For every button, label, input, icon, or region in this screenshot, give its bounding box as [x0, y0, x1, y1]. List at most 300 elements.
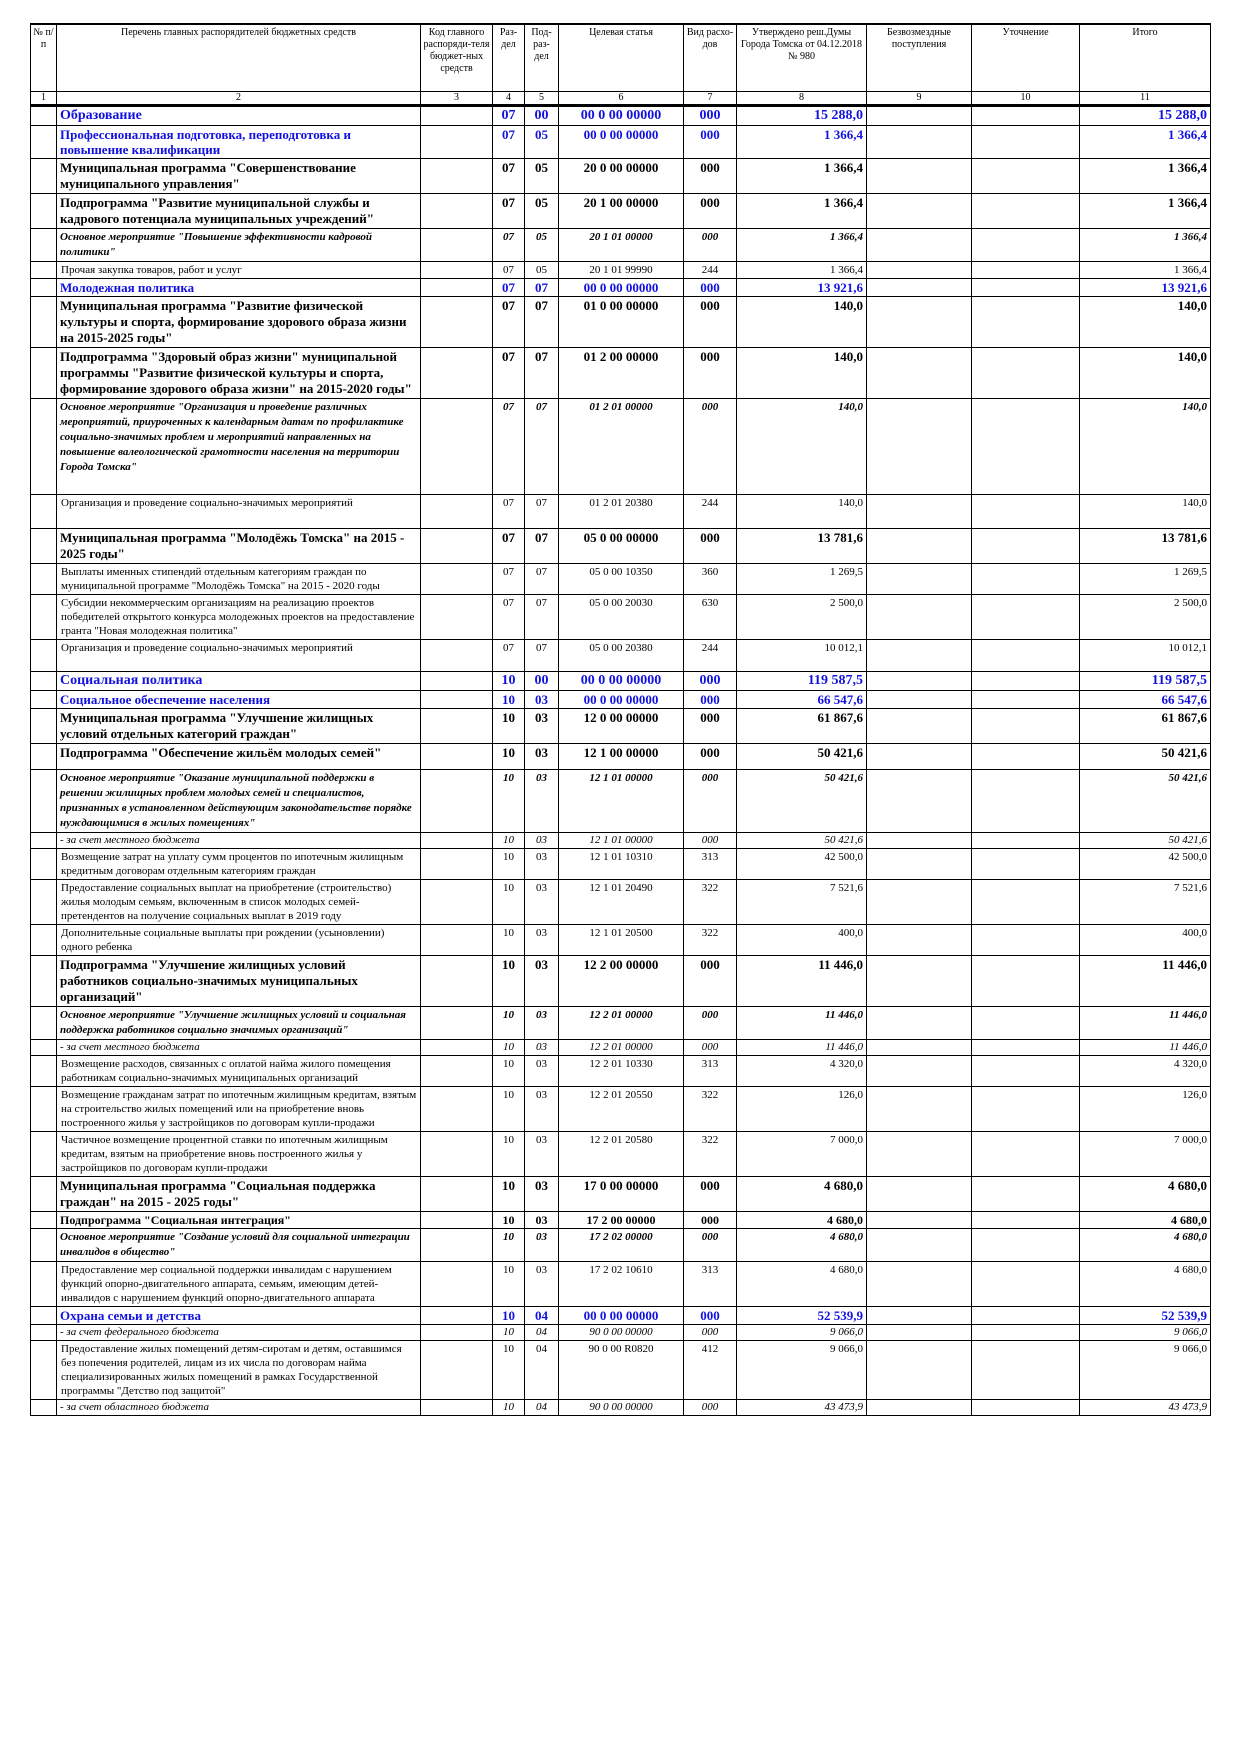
cell-expense-type: 000 [684, 279, 737, 297]
cell-grants [867, 495, 972, 529]
cell-target-article: 20 1 00 00000 [559, 194, 684, 229]
table-row [31, 1007, 1211, 1040]
cell-num [31, 1056, 57, 1087]
cell-podrazdel: 05 [525, 194, 559, 229]
cell-approved: 15 288,0 [737, 106, 867, 126]
table-row [31, 1177, 1211, 1212]
cell-target-article: 01 2 00 00000 [559, 348, 684, 399]
cell-expense-type: 000 [684, 709, 737, 744]
table-row [31, 1132, 1211, 1177]
cell-target-article: 12 2 01 00000 [559, 1007, 684, 1040]
cell-num [31, 595, 57, 640]
cell-total: 7 521,6 [1080, 880, 1211, 925]
cell-adjustment [972, 1056, 1080, 1087]
cell-total: 4 680,0 [1080, 1262, 1211, 1307]
cell-total: 13 781,6 [1080, 529, 1211, 564]
cell-podrazdel: 03 [525, 880, 559, 925]
cell-total: 1 366,4 [1080, 262, 1211, 279]
cell-approved: 11 446,0 [737, 1007, 867, 1040]
cell-name: Организация и проведение социально-значимых мероприятий [57, 495, 421, 529]
cell-name: Субсидии некоммерческим организациям на реализацию проектов победителей открытого конкурса молодежных проектов на предоставление гранта "Новая молодежная политика" [57, 595, 421, 640]
cell-grants [867, 1132, 972, 1177]
cell-target-article: 01 0 00 00000 [559, 297, 684, 348]
cell-approved: 126,0 [737, 1087, 867, 1132]
cell-razdel: 07 [493, 495, 525, 529]
cell-approved: 13 781,6 [737, 529, 867, 564]
table-row [31, 106, 1211, 126]
cell-grants [867, 229, 972, 262]
cell-razdel: 10 [493, 1262, 525, 1307]
cell-name: Частичное возмещение процентной ставки по ипотечным жилищным кредитам, взятым на приобретение вновь построенного жилья у застройщиков по договорам купли-продажи [57, 1132, 421, 1177]
table-row [31, 229, 1211, 262]
cell-num [31, 640, 57, 672]
cell-name: Молодежная политика [57, 279, 421, 297]
cell-razdel: 10 [493, 1341, 525, 1400]
cell-approved: 2 500,0 [737, 595, 867, 640]
cell-razdel: 07 [493, 262, 525, 279]
col-number: 5 [525, 92, 559, 106]
cell-total: 1 269,5 [1080, 564, 1211, 595]
cell-adjustment [972, 1177, 1080, 1212]
table-row [31, 1056, 1211, 1087]
cell-total: 42 500,0 [1080, 849, 1211, 880]
cell-total: 140,0 [1080, 297, 1211, 348]
cell-grants [867, 1040, 972, 1056]
cell-expense-type: 000 [684, 833, 737, 849]
cell-grants [867, 1087, 972, 1132]
cell-expense-type: 000 [684, 1400, 737, 1416]
cell-code [421, 1229, 493, 1262]
cell-razdel: 07 [493, 529, 525, 564]
cell-name: Основное мероприятие "Улучшение жилищных условий и социальная поддержка работников социально значимых организаций" [57, 1007, 421, 1040]
cell-name: Муниципальная программа "Совершенствование муниципального управления" [57, 159, 421, 194]
cell-approved: 1 366,4 [737, 229, 867, 262]
col-number: 6 [559, 92, 684, 106]
cell-podrazdel: 03 [525, 849, 559, 880]
cell-podrazdel: 00 [525, 106, 559, 126]
cell-approved: 10 012,1 [737, 640, 867, 672]
cell-num [31, 495, 57, 529]
cell-approved: 66 547,6 [737, 691, 867, 709]
cell-adjustment [972, 279, 1080, 297]
cell-num [31, 1040, 57, 1056]
cell-name: Образование [57, 106, 421, 126]
cell-adjustment [972, 126, 1080, 159]
cell-grants [867, 770, 972, 833]
cell-code [421, 1400, 493, 1416]
cell-total: 4 680,0 [1080, 1212, 1211, 1229]
cell-total: 50 421,6 [1080, 770, 1211, 833]
cell-approved: 42 500,0 [737, 849, 867, 880]
cell-num [31, 880, 57, 925]
cell-num [31, 1229, 57, 1262]
cell-target-article: 00 0 00 00000 [559, 126, 684, 159]
cell-name: Подпрограмма "Здоровый образ жизни" муниципальной программы "Развитие физической культуры и спорта, формирование здорового образа жизни" на 2015-2020 годы" [57, 348, 421, 399]
cell-razdel: 10 [493, 833, 525, 849]
cell-code [421, 595, 493, 640]
cell-podrazdel: 03 [525, 1229, 559, 1262]
cell-code [421, 691, 493, 709]
cell-grants [867, 744, 972, 770]
cell-target-article: 20 1 01 99990 [559, 262, 684, 279]
cell-razdel: 07 [493, 194, 525, 229]
cell-expense-type: 000 [684, 126, 737, 159]
cell-adjustment [972, 106, 1080, 126]
cell-total: 4 680,0 [1080, 1229, 1211, 1262]
cell-podrazdel: 04 [525, 1325, 559, 1341]
cell-adjustment [972, 1132, 1080, 1177]
cell-grants [867, 1056, 972, 1087]
cell-target-article: 00 0 00 00000 [559, 691, 684, 709]
cell-expense-type: 000 [684, 229, 737, 262]
cell-expense-type: 630 [684, 595, 737, 640]
cell-grants [867, 925, 972, 956]
cell-code [421, 348, 493, 399]
col-header-adjust: Уточнение [972, 24, 1080, 92]
cell-grants [867, 1325, 972, 1341]
cell-podrazdel: 03 [525, 1007, 559, 1040]
cell-num [31, 399, 57, 495]
cell-target-article: 00 0 00 00000 [559, 1307, 684, 1325]
cell-code [421, 925, 493, 956]
cell-name: Основное мероприятие "Создание условий для социальной интеграции инвалидов в общество" [57, 1229, 421, 1262]
col-header-name: Перечень главных распорядителей бюджетных средств [57, 24, 421, 92]
cell-adjustment [972, 262, 1080, 279]
cell-name: - за счет федерального бюджета [57, 1325, 421, 1341]
cell-num [31, 529, 57, 564]
cell-adjustment [972, 1229, 1080, 1262]
table-row [31, 1040, 1211, 1056]
col-header-podrazdel: Под-раз-дел [525, 24, 559, 92]
table-row [31, 564, 1211, 595]
cell-grants [867, 1341, 972, 1400]
cell-num [31, 1177, 57, 1212]
cell-razdel: 07 [493, 106, 525, 126]
cell-name: Подпрограмма "Социальная интеграция" [57, 1212, 421, 1229]
col-header-code: Код главного распоряди-теля бюджет-ных средств [421, 24, 493, 92]
table-row [31, 1325, 1211, 1341]
cell-expense-type: 000 [684, 1040, 737, 1056]
cell-code [421, 106, 493, 126]
cell-podrazdel: 04 [525, 1307, 559, 1325]
cell-expense-type: 000 [684, 1325, 737, 1341]
cell-target-article: 12 2 00 00000 [559, 956, 684, 1007]
col-number: 1 [31, 92, 57, 106]
cell-target-article: 12 1 01 20500 [559, 925, 684, 956]
cell-expense-type: 000 [684, 399, 737, 495]
table-row [31, 925, 1211, 956]
cell-code [421, 1212, 493, 1229]
table-row [31, 595, 1211, 640]
cell-adjustment [972, 1341, 1080, 1400]
table-row [31, 709, 1211, 744]
cell-code [421, 229, 493, 262]
cell-grants [867, 1262, 972, 1307]
cell-podrazdel: 05 [525, 159, 559, 194]
cell-name: - за счет местного бюджета [57, 833, 421, 849]
cell-grants [867, 126, 972, 159]
cell-code [421, 640, 493, 672]
cell-grants [867, 297, 972, 348]
cell-name: Муниципальная программа "Улучшение жилищных условий отдельных категорий граждан" [57, 709, 421, 744]
cell-total: 61 867,6 [1080, 709, 1211, 744]
budget-table [30, 23, 1211, 1416]
cell-razdel: 10 [493, 880, 525, 925]
cell-name: Дополнительные социальные выплаты при рождении (усыновлении) одного ребенка [57, 925, 421, 956]
col-number: 10 [972, 92, 1080, 106]
cell-total: 43 473,9 [1080, 1400, 1211, 1416]
cell-approved: 1 366,4 [737, 194, 867, 229]
cell-adjustment [972, 399, 1080, 495]
cell-approved: 119 587,5 [737, 672, 867, 691]
cell-expense-type: 313 [684, 1056, 737, 1087]
cell-adjustment [972, 1262, 1080, 1307]
cell-num [31, 1132, 57, 1177]
cell-num [31, 709, 57, 744]
cell-expense-type: 313 [684, 1262, 737, 1307]
cell-razdel: 10 [493, 1007, 525, 1040]
cell-adjustment [972, 849, 1080, 880]
cell-podrazdel: 05 [525, 126, 559, 159]
cell-target-article: 05 0 00 10350 [559, 564, 684, 595]
cell-target-article: 01 2 01 20380 [559, 495, 684, 529]
cell-target-article: 12 1 01 20490 [559, 880, 684, 925]
cell-code [421, 1132, 493, 1177]
cell-expense-type: 000 [684, 194, 737, 229]
cell-expense-type: 322 [684, 880, 737, 925]
cell-code [421, 262, 493, 279]
cell-target-article: 12 2 01 00000 [559, 1040, 684, 1056]
cell-adjustment [972, 229, 1080, 262]
cell-num [31, 262, 57, 279]
cell-razdel: 10 [493, 1325, 525, 1341]
cell-target-article: 90 0 00 R0820 [559, 1341, 684, 1400]
cell-target-article: 12 2 01 20580 [559, 1132, 684, 1177]
cell-target-article: 12 2 01 20550 [559, 1087, 684, 1132]
cell-name: Предоставление жилых помещений детям-сиротам и детям, оставшимся без попечения родителей, лицам из их числа по договорам найма специализированных жилых помещений в рамках Государственной программы "Детство под защитой" [57, 1341, 421, 1400]
cell-approved: 1 366,4 [737, 262, 867, 279]
cell-grants [867, 880, 972, 925]
cell-total: 119 587,5 [1080, 672, 1211, 691]
cell-name: Муниципальная программа "Социальная поддержка граждан" на 2015 - 2025 годы" [57, 1177, 421, 1212]
cell-podrazdel: 03 [525, 1056, 559, 1087]
cell-grants [867, 709, 972, 744]
cell-total: 11 446,0 [1080, 1007, 1211, 1040]
cell-name: Предоставление мер социальной поддержки инвалидам с нарушением функций опорно-двигательного аппарата, семьям, имеющим детей-инвалидов с нарушением функций опорно-двигательного аппарата [57, 1262, 421, 1307]
cell-name: Организация и проведение социально-значимых мероприятий [57, 640, 421, 672]
table-row [31, 262, 1211, 279]
cell-target-article: 01 2 01 00000 [559, 399, 684, 495]
cell-razdel: 10 [493, 1212, 525, 1229]
cell-name: Подпрограмма "Улучшение жилищных условий работников социально-значимых муниципальных организаций" [57, 956, 421, 1007]
column-number-row [31, 92, 1211, 106]
cell-code [421, 159, 493, 194]
table-row [31, 744, 1211, 770]
cell-adjustment [972, 1325, 1080, 1341]
cell-razdel: 10 [493, 1087, 525, 1132]
cell-grants [867, 1307, 972, 1325]
cell-expense-type: 322 [684, 925, 737, 956]
cell-total: 9 066,0 [1080, 1341, 1211, 1400]
cell-target-article: 20 1 01 00000 [559, 229, 684, 262]
cell-name: Возмещение затрат на уплату сумм процентов по ипотечным жилищным кредитным договорам отдельным категориям граждан [57, 849, 421, 880]
cell-num [31, 691, 57, 709]
cell-target-article: 12 1 01 00000 [559, 770, 684, 833]
cell-approved: 4 680,0 [737, 1229, 867, 1262]
cell-total: 1 366,4 [1080, 229, 1211, 262]
table-row [31, 399, 1211, 495]
cell-razdel: 10 [493, 691, 525, 709]
cell-name: Подпрограмма "Обеспечение жильём молодых семей" [57, 744, 421, 770]
col-header-grants: Безвозмездные поступления [867, 24, 972, 92]
table-row [31, 691, 1211, 709]
col-header-approved: Утверждено реш.Думы Города Томска от 04.12.2018 № 980 [737, 24, 867, 92]
cell-expense-type: 000 [684, 106, 737, 126]
cell-total: 7 000,0 [1080, 1132, 1211, 1177]
cell-num [31, 1341, 57, 1400]
cell-code [421, 1307, 493, 1325]
table-row [31, 1262, 1211, 1307]
cell-total: 4 680,0 [1080, 1177, 1211, 1212]
cell-adjustment [972, 709, 1080, 744]
cell-approved: 1 366,4 [737, 159, 867, 194]
cell-code [421, 709, 493, 744]
cell-adjustment [972, 1040, 1080, 1056]
cell-razdel: 10 [493, 709, 525, 744]
cell-name: Основное мероприятие "Повышение эффективности кадровой политики" [57, 229, 421, 262]
cell-razdel: 07 [493, 399, 525, 495]
cell-total: 1 366,4 [1080, 194, 1211, 229]
table-row [31, 159, 1211, 194]
cell-expense-type: 360 [684, 564, 737, 595]
cell-name: Прочая закупка товаров, работ и услуг [57, 262, 421, 279]
cell-razdel: 10 [493, 672, 525, 691]
cell-podrazdel: 07 [525, 348, 559, 399]
cell-grants [867, 691, 972, 709]
col-header-cs: Целевая статья [559, 24, 684, 92]
cell-adjustment [972, 770, 1080, 833]
cell-num [31, 229, 57, 262]
cell-expense-type: 313 [684, 849, 737, 880]
cell-approved: 4 680,0 [737, 1262, 867, 1307]
table-row [31, 880, 1211, 925]
cell-approved: 4 320,0 [737, 1056, 867, 1087]
cell-code [421, 770, 493, 833]
col-number: 7 [684, 92, 737, 106]
table-row [31, 956, 1211, 1007]
cell-num [31, 194, 57, 229]
cell-code [421, 1341, 493, 1400]
cell-target-article: 17 0 00 00000 [559, 1177, 684, 1212]
cell-razdel: 10 [493, 1040, 525, 1056]
cell-grants [867, 194, 972, 229]
col-number: 3 [421, 92, 493, 106]
cell-adjustment [972, 1087, 1080, 1132]
cell-podrazdel: 03 [525, 956, 559, 1007]
cell-total: 10 012,1 [1080, 640, 1211, 672]
table-row [31, 640, 1211, 672]
cell-target-article: 90 0 00 00000 [559, 1325, 684, 1341]
cell-approved: 9 066,0 [737, 1341, 867, 1400]
cell-name: Охрана семьи и детства [57, 1307, 421, 1325]
cell-adjustment [972, 925, 1080, 956]
col-number: 9 [867, 92, 972, 106]
table-row [31, 194, 1211, 229]
table-row [31, 495, 1211, 529]
cell-razdel: 10 [493, 1229, 525, 1262]
cell-total: 13 921,6 [1080, 279, 1211, 297]
cell-expense-type: 000 [684, 1229, 737, 1262]
table-row [31, 126, 1211, 159]
cell-podrazdel: 04 [525, 1400, 559, 1416]
cell-total: 2 500,0 [1080, 595, 1211, 640]
cell-name: Социальное обеспечение населения [57, 691, 421, 709]
cell-expense-type: 000 [684, 297, 737, 348]
cell-adjustment [972, 348, 1080, 399]
cell-razdel: 10 [493, 770, 525, 833]
cell-expense-type: 000 [684, 1307, 737, 1325]
cell-name: Предоставление социальных выплат на приобретение (строительство) жилья молодым семьям, включенным в список молодых семей-претендентов на получение социальных выплат в 2019 году [57, 880, 421, 925]
cell-name: Основное мероприятие "Организация и проведение различных мероприятий, приуроченных к календарным датам по профилактике социально-значимых проблем и мероприятий направленных на повышение валеологической грамотности населения на территории Города Томска" [57, 399, 421, 495]
cell-total: 50 421,6 [1080, 744, 1211, 770]
cell-approved: 1 366,4 [737, 126, 867, 159]
cell-approved: 7 000,0 [737, 1132, 867, 1177]
cell-adjustment [972, 194, 1080, 229]
cell-target-article: 00 0 00 00000 [559, 672, 684, 691]
cell-num [31, 956, 57, 1007]
cell-podrazdel: 05 [525, 229, 559, 262]
cell-razdel: 07 [493, 595, 525, 640]
cell-total: 1 366,4 [1080, 159, 1211, 194]
cell-expense-type: 322 [684, 1132, 737, 1177]
cell-adjustment [972, 595, 1080, 640]
cell-expense-type: 000 [684, 1177, 737, 1212]
cell-num [31, 1007, 57, 1040]
cell-razdel: 10 [493, 1177, 525, 1212]
cell-approved: 11 446,0 [737, 1040, 867, 1056]
table-row [31, 833, 1211, 849]
cell-podrazdel: 04 [525, 1341, 559, 1400]
cell-expense-type: 244 [684, 495, 737, 529]
cell-name: Муниципальная программа "Развитие физической культуры и спорта, формирование здорового образа жизни на 2015-2025 годы" [57, 297, 421, 348]
cell-podrazdel: 03 [525, 744, 559, 770]
table-row [31, 672, 1211, 691]
cell-adjustment [972, 159, 1080, 194]
cell-approved: 7 521,6 [737, 880, 867, 925]
cell-num [31, 1400, 57, 1416]
table-row [31, 297, 1211, 348]
table-body [31, 106, 1211, 1416]
cell-approved: 140,0 [737, 399, 867, 495]
cell-target-article: 90 0 00 00000 [559, 1400, 684, 1416]
cell-approved: 4 680,0 [737, 1177, 867, 1212]
cell-code [421, 1087, 493, 1132]
cell-approved: 400,0 [737, 925, 867, 956]
cell-adjustment [972, 1307, 1080, 1325]
cell-razdel: 10 [493, 849, 525, 880]
cell-podrazdel: 03 [525, 1262, 559, 1307]
cell-razdel: 07 [493, 640, 525, 672]
cell-code [421, 1177, 493, 1212]
cell-target-article: 12 1 01 10310 [559, 849, 684, 880]
cell-code [421, 529, 493, 564]
cell-total: 1 366,4 [1080, 126, 1211, 159]
cell-name: Возмещение гражданам затрат по ипотечным жилищным кредитам, взятым на строительство жилых помещений или на приобретение вновь построенного жилья у застройщиков по договорам купли-продажи [57, 1087, 421, 1132]
cell-podrazdel: 03 [525, 691, 559, 709]
cell-total: 140,0 [1080, 399, 1211, 495]
cell-grants [867, 399, 972, 495]
cell-code [421, 126, 493, 159]
